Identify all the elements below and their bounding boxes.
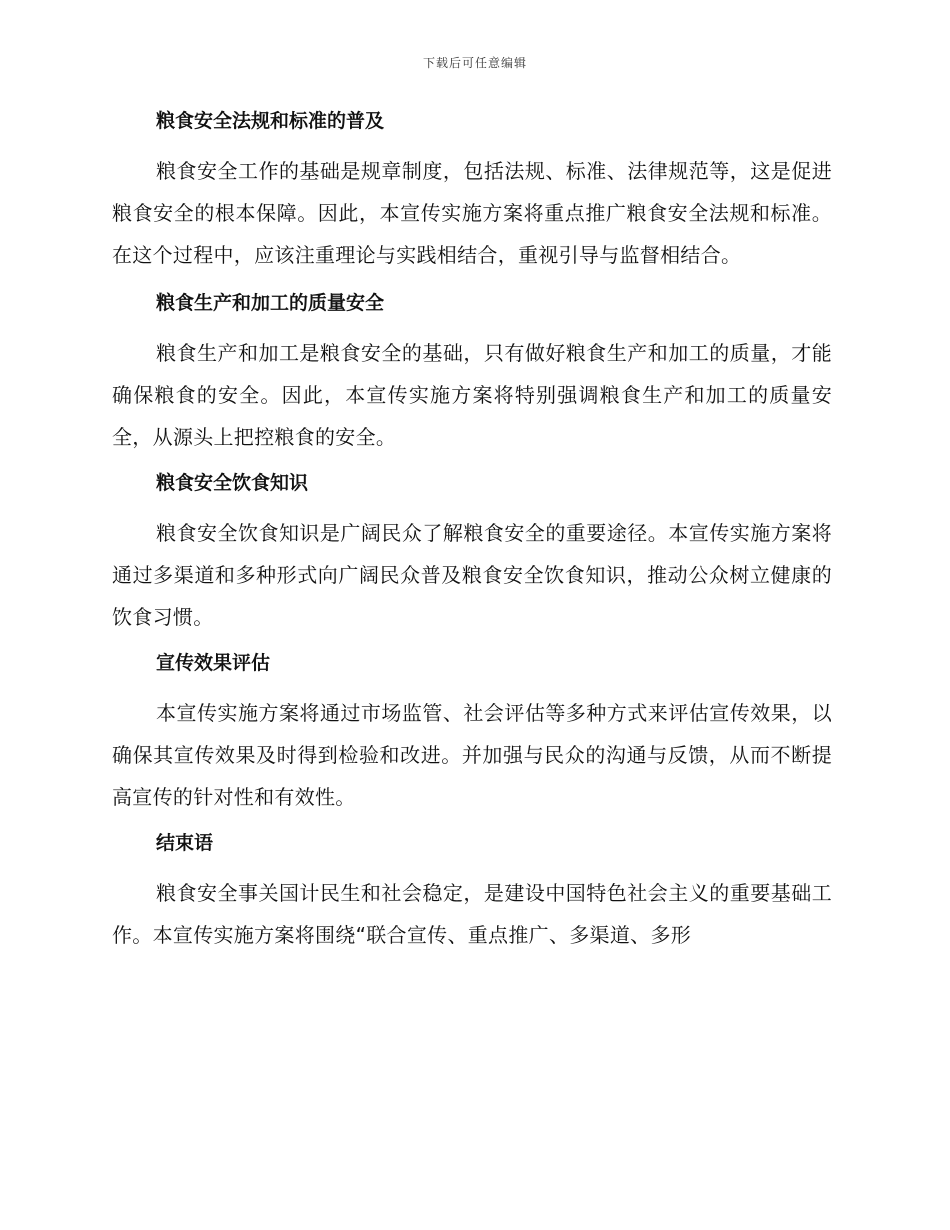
section-conclusion [112,830,832,956]
section-paragraph: 本宣传实施方案将通过市场监管、社会评估等多种方式来评估宣传效果，以确保其宣传效果及时得到检验和改进。并加强与民众的沟通与反馈，从而不断提高宣传的针对性和有效性。 [112,701,832,809]
section-paragraph: 粮食生产和加工是粮食安全的基础，只有做好粮食生产和加工的质量，才能确保粮食的安全。因此，本宣传实施方案将特别强调粮食生产和加工的质量安全，从源头上把控粮食的安全。 [112,341,832,449]
section-heading: 结束语 [156,832,214,854]
section-heading: 粮食安全法规和标准的普及 [156,110,385,132]
section-heading: 粮食生产和加工的质量安全 [156,292,385,314]
section-effect-evaluation [112,650,832,818]
page-header-note: 下载后可任意编辑 [422,56,527,70]
section-production-quality [112,290,832,458]
section-diet-knowledge [112,470,832,638]
section-heading: 粮食安全饮食知识 [156,472,309,494]
section-heading: 宣传效果评估 [156,652,271,674]
section-paragraph: 粮食安全饮食知识是广阔民众了解粮食安全的重要途径。本宣传实施方案将通过多渠道和多种形式向广阔民众普及粮食安全饮食知识，推动公众树立健康的饮食习惯。 [112,521,832,629]
section-paragraph: 粮食安全事关国计民生和社会稳定，是建设中国特色社会主义的重要基础工作。本宣传实施方案将围绕“联合宣传、重点推广、多渠道、多形 [112,881,832,947]
section-regulations [112,108,832,276]
section-paragraph: 粮食安全工作的基础是规章制度，包括法规、标准、法律规范等，这是促进粮食安全的根本保障。因此，本宣传实施方案将重点推广粮食安全法规和标准。在这个过程中，应该注重理论与实践相结合，重视引导与监督相结合。 [112,159,832,267]
document-content [112,108,832,968]
